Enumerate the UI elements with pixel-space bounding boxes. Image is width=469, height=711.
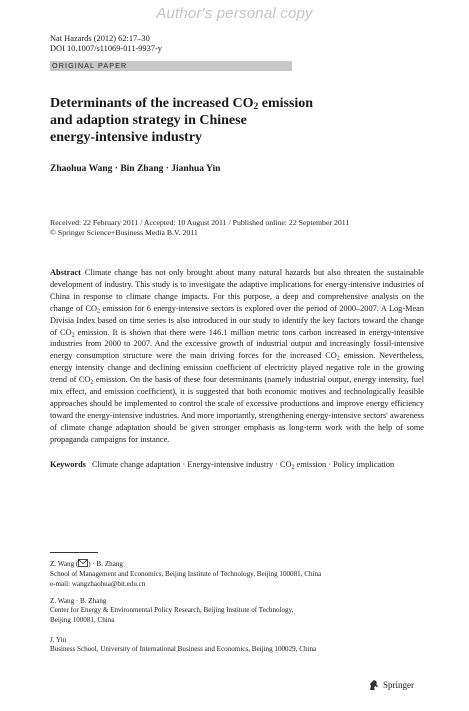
keywords-text-b: emission · Policy implication	[294, 459, 395, 469]
article-title	[50, 95, 360, 146]
journal-citation: Nat Hazards (2012) 62:17–30	[50, 34, 150, 43]
keywords-text-a: Climate change adaptation · Energy-intensive industry · CO	[91, 459, 292, 469]
footnote-names: J. Yin	[50, 636, 67, 644]
footnote-affiliation: School of Management and Economics, Beijing Institute of Technology, Beijing 100081, China	[50, 570, 322, 579]
footnote-rule	[50, 552, 98, 553]
title-line2: and adaption strategy in Chinese	[50, 113, 247, 128]
publication-dates	[50, 218, 432, 238]
abstract-text-1: Climate change has not only brought about many natural hazards but also threaten the sustainable development of industry. This study is to investigate the adaptive implications for energy-intensive industries of China in response to climate change impacts. For this purpose, a deep and comprehensive analysis on the change of CO	[50, 268, 424, 313]
section-label: ORIGINAL PAPER	[50, 61, 292, 71]
envelope-icon	[78, 559, 88, 570]
footnote-email[interactable]: e-mail: wangzhaohua@bit.edu.cn	[50, 579, 146, 588]
footnote-names	[50, 559, 430, 570]
footnote-names-a: Z. Wang (	[50, 560, 79, 568]
title-line3: energy-intensive industry	[50, 130, 203, 145]
footnote-affiliation-1	[50, 559, 430, 589]
footnote-affiliation-3	[50, 636, 430, 655]
abstract-text-2: emission for 6 energy-intensive sectors is explored over the period of 2000–2007. A Log-Mean Divisia Index based on time series is also introduced in our study to identify the key factors toward the change of CO	[50, 303, 424, 337]
abstract-sub-4: 2	[90, 379, 94, 386]
doi[interactable]: DOI 10.1007/s11069-011-9937-y	[50, 44, 162, 53]
article-first-page	[50, 34, 432, 471]
footnote-names: Z. Wang · B. Zhang	[50, 597, 107, 605]
abstract-sub-1: 2	[97, 308, 100, 315]
abstract-sub-2: 2	[71, 332, 75, 339]
keywords-label: Keywords	[50, 459, 86, 469]
abstract-text-5: emission. On the basis of these four determinants (namely industrial output, energy intensity, fuel mix effect, and emission coefficient), it is suggested that both economic motives and technologically feasible approaches should be implemented to control the scale of excessive productions and improve energy efficiency toward the energy-intensive industries. And more importantly, strengthening energy-intensive sectors' awareness of climate change adaptation should be given stronger emphasis as long-term work with the help of some propaganda campaigns for instance.	[50, 375, 424, 444]
author-list: Zhaohua Wang · Bin Zhang · Jianhua Yin	[50, 164, 221, 174]
footnote-affiliation-line2: Beijing 100081, China	[50, 615, 115, 624]
watermark: Author's personal copy	[156, 5, 313, 22]
title-line1-text: Determinants of the increased CO	[50, 96, 254, 111]
abstract-text-3: emission. It is shown that there were 146.1 million metric tons carbon increased in energy-intensive industries from 2000 to 2007. And the excessive growth of industrial output and increasingly fossil-intensive energy consumption structure were the main driving forces for the increased CO	[50, 327, 424, 361]
title-line1	[50, 96, 313, 111]
publisher-logo	[368, 679, 414, 691]
copyright-line: © Springer Science+Business Media B.V. 2011	[50, 228, 198, 237]
abstract-sub-3: 2	[336, 355, 340, 362]
abstract-label: Abstract	[50, 268, 81, 277]
abstract-text-4: emission. Nevertheless, energy intensity change and declining emission coefficient of electricity played negative role in the growing trend of CO	[50, 351, 424, 385]
footnote-names-b: ) · B. Zhang	[88, 560, 123, 568]
keywords-sub: 2	[291, 464, 295, 471]
footnote-affiliation-2	[50, 597, 430, 625]
title-line1-tail: emission	[258, 96, 314, 111]
title-subscript: 2	[253, 102, 259, 112]
springer-horse-icon	[368, 679, 380, 691]
publisher-name: Springer	[383, 680, 414, 690]
keywords	[50, 459, 424, 471]
footnote-affiliation-line1: Center for Energy & Environmental Policy Research, Beijing Institute of Technology,	[50, 606, 294, 615]
abstract	[50, 267, 424, 446]
dates-line: Received: 22 February 2011 / Accepted: 10 August 2011 / Published online: 22 September 2011	[50, 218, 350, 227]
footnote-affiliation: Business School, University of International Business and Economics, Beijing 100029, China	[50, 645, 317, 654]
